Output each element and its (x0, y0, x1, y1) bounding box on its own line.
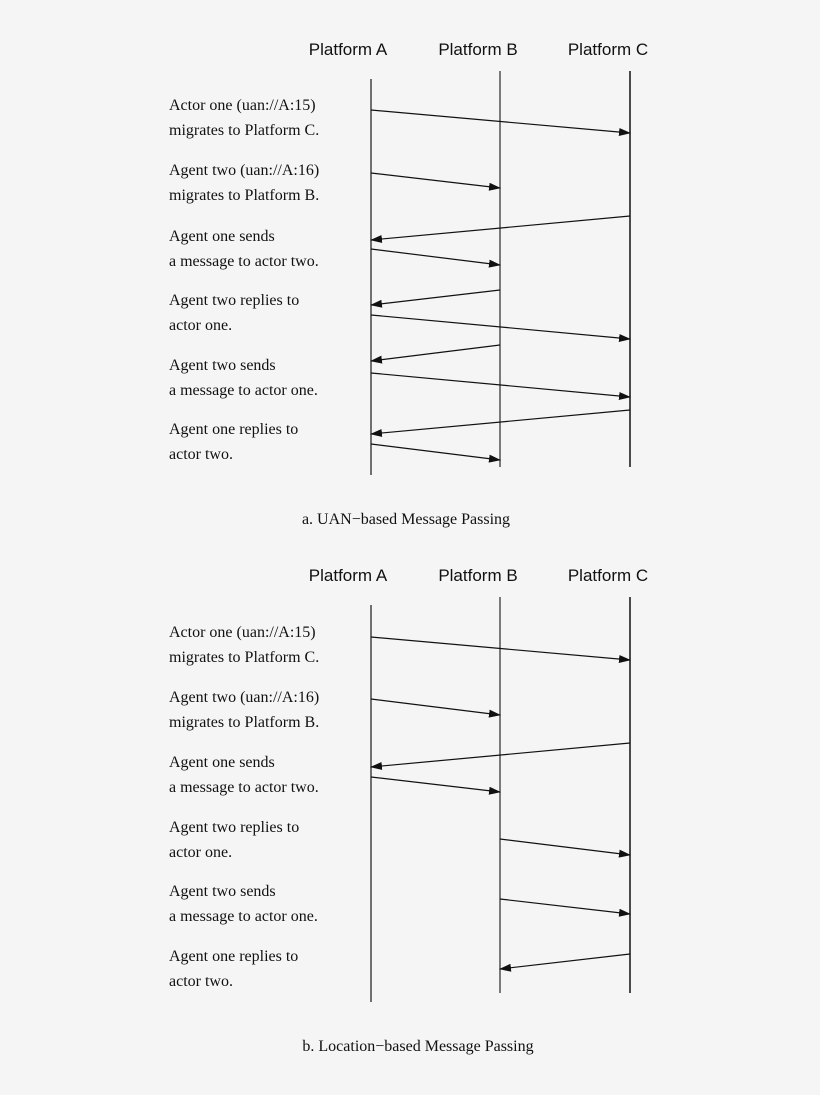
platform-a-label: Platform A (308, 566, 388, 585)
step-label-line2: actor two. (169, 446, 233, 463)
message-arrow (371, 777, 500, 792)
message-arrow (500, 899, 630, 914)
step-label-line1: Agent two (uan://A:16) (169, 689, 320, 706)
diagram-uan-based (169, 40, 648, 528)
step-label-line2: actor one. (169, 844, 233, 861)
message-arrow (500, 954, 630, 969)
step-descriptions (169, 97, 319, 463)
step-label-line1: Agent one sends (169, 228, 275, 245)
step-descriptions (169, 624, 319, 990)
platform-headers (309, 566, 648, 585)
step-label-line1: Agent one replies to (169, 421, 299, 438)
diagram-caption: b. Location−based Message Passing (302, 1038, 534, 1055)
step-label-line2: a message to actor two. (169, 779, 319, 796)
step-label-line1: Actor one (uan://A:15) (169, 97, 316, 114)
message-arrow (371, 290, 500, 305)
step-label-line1: Agent two sends (169, 883, 276, 900)
step-label-line1: Agent one sends (169, 754, 275, 771)
step-label-line1: Agent one replies to (169, 948, 299, 965)
step-label-line1: Agent two replies to (169, 292, 300, 309)
lifelines (371, 71, 630, 475)
message-arrow (371, 444, 500, 460)
lifelines (371, 597, 630, 1002)
step-label-line1: Agent two sends (169, 357, 276, 374)
diagram-location-based (169, 566, 648, 1055)
message-arrow (371, 345, 500, 361)
platform-c-label: Platform C (567, 566, 649, 585)
platform-b-label: Platform B (438, 40, 518, 59)
step-label-line2: actor two. (169, 973, 233, 990)
step-label-line2: migrates to Platform B. (169, 187, 320, 204)
step-label-line2: a message to actor one. (169, 908, 318, 925)
step-label-line1: Agent two replies to (169, 819, 300, 836)
message-arrow (371, 249, 500, 265)
platform-b-label: Platform B (438, 566, 518, 585)
platform-a-label: Platform A (308, 40, 388, 59)
step-label-line2: a message to actor one. (169, 382, 318, 399)
step-label-line1: Agent two (uan://A:16) (169, 162, 320, 179)
step-label-line2: migrates to Platform C. (169, 649, 320, 666)
step-label-line2: a message to actor two. (169, 253, 319, 270)
step-label-line2: migrates to Platform C. (169, 122, 320, 139)
message-arrow (371, 173, 500, 188)
platform-c-label: Platform C (567, 40, 649, 59)
step-label-line2: actor one. (169, 317, 233, 334)
diagram-caption: a. UAN−based Message Passing (301, 511, 511, 528)
step-label-line2: migrates to Platform B. (169, 714, 320, 731)
platform-headers (309, 40, 648, 59)
step-label-line1: Actor one (uan://A:15) (169, 624, 316, 641)
message-arrow (371, 699, 500, 715)
message-arrow (500, 839, 630, 855)
